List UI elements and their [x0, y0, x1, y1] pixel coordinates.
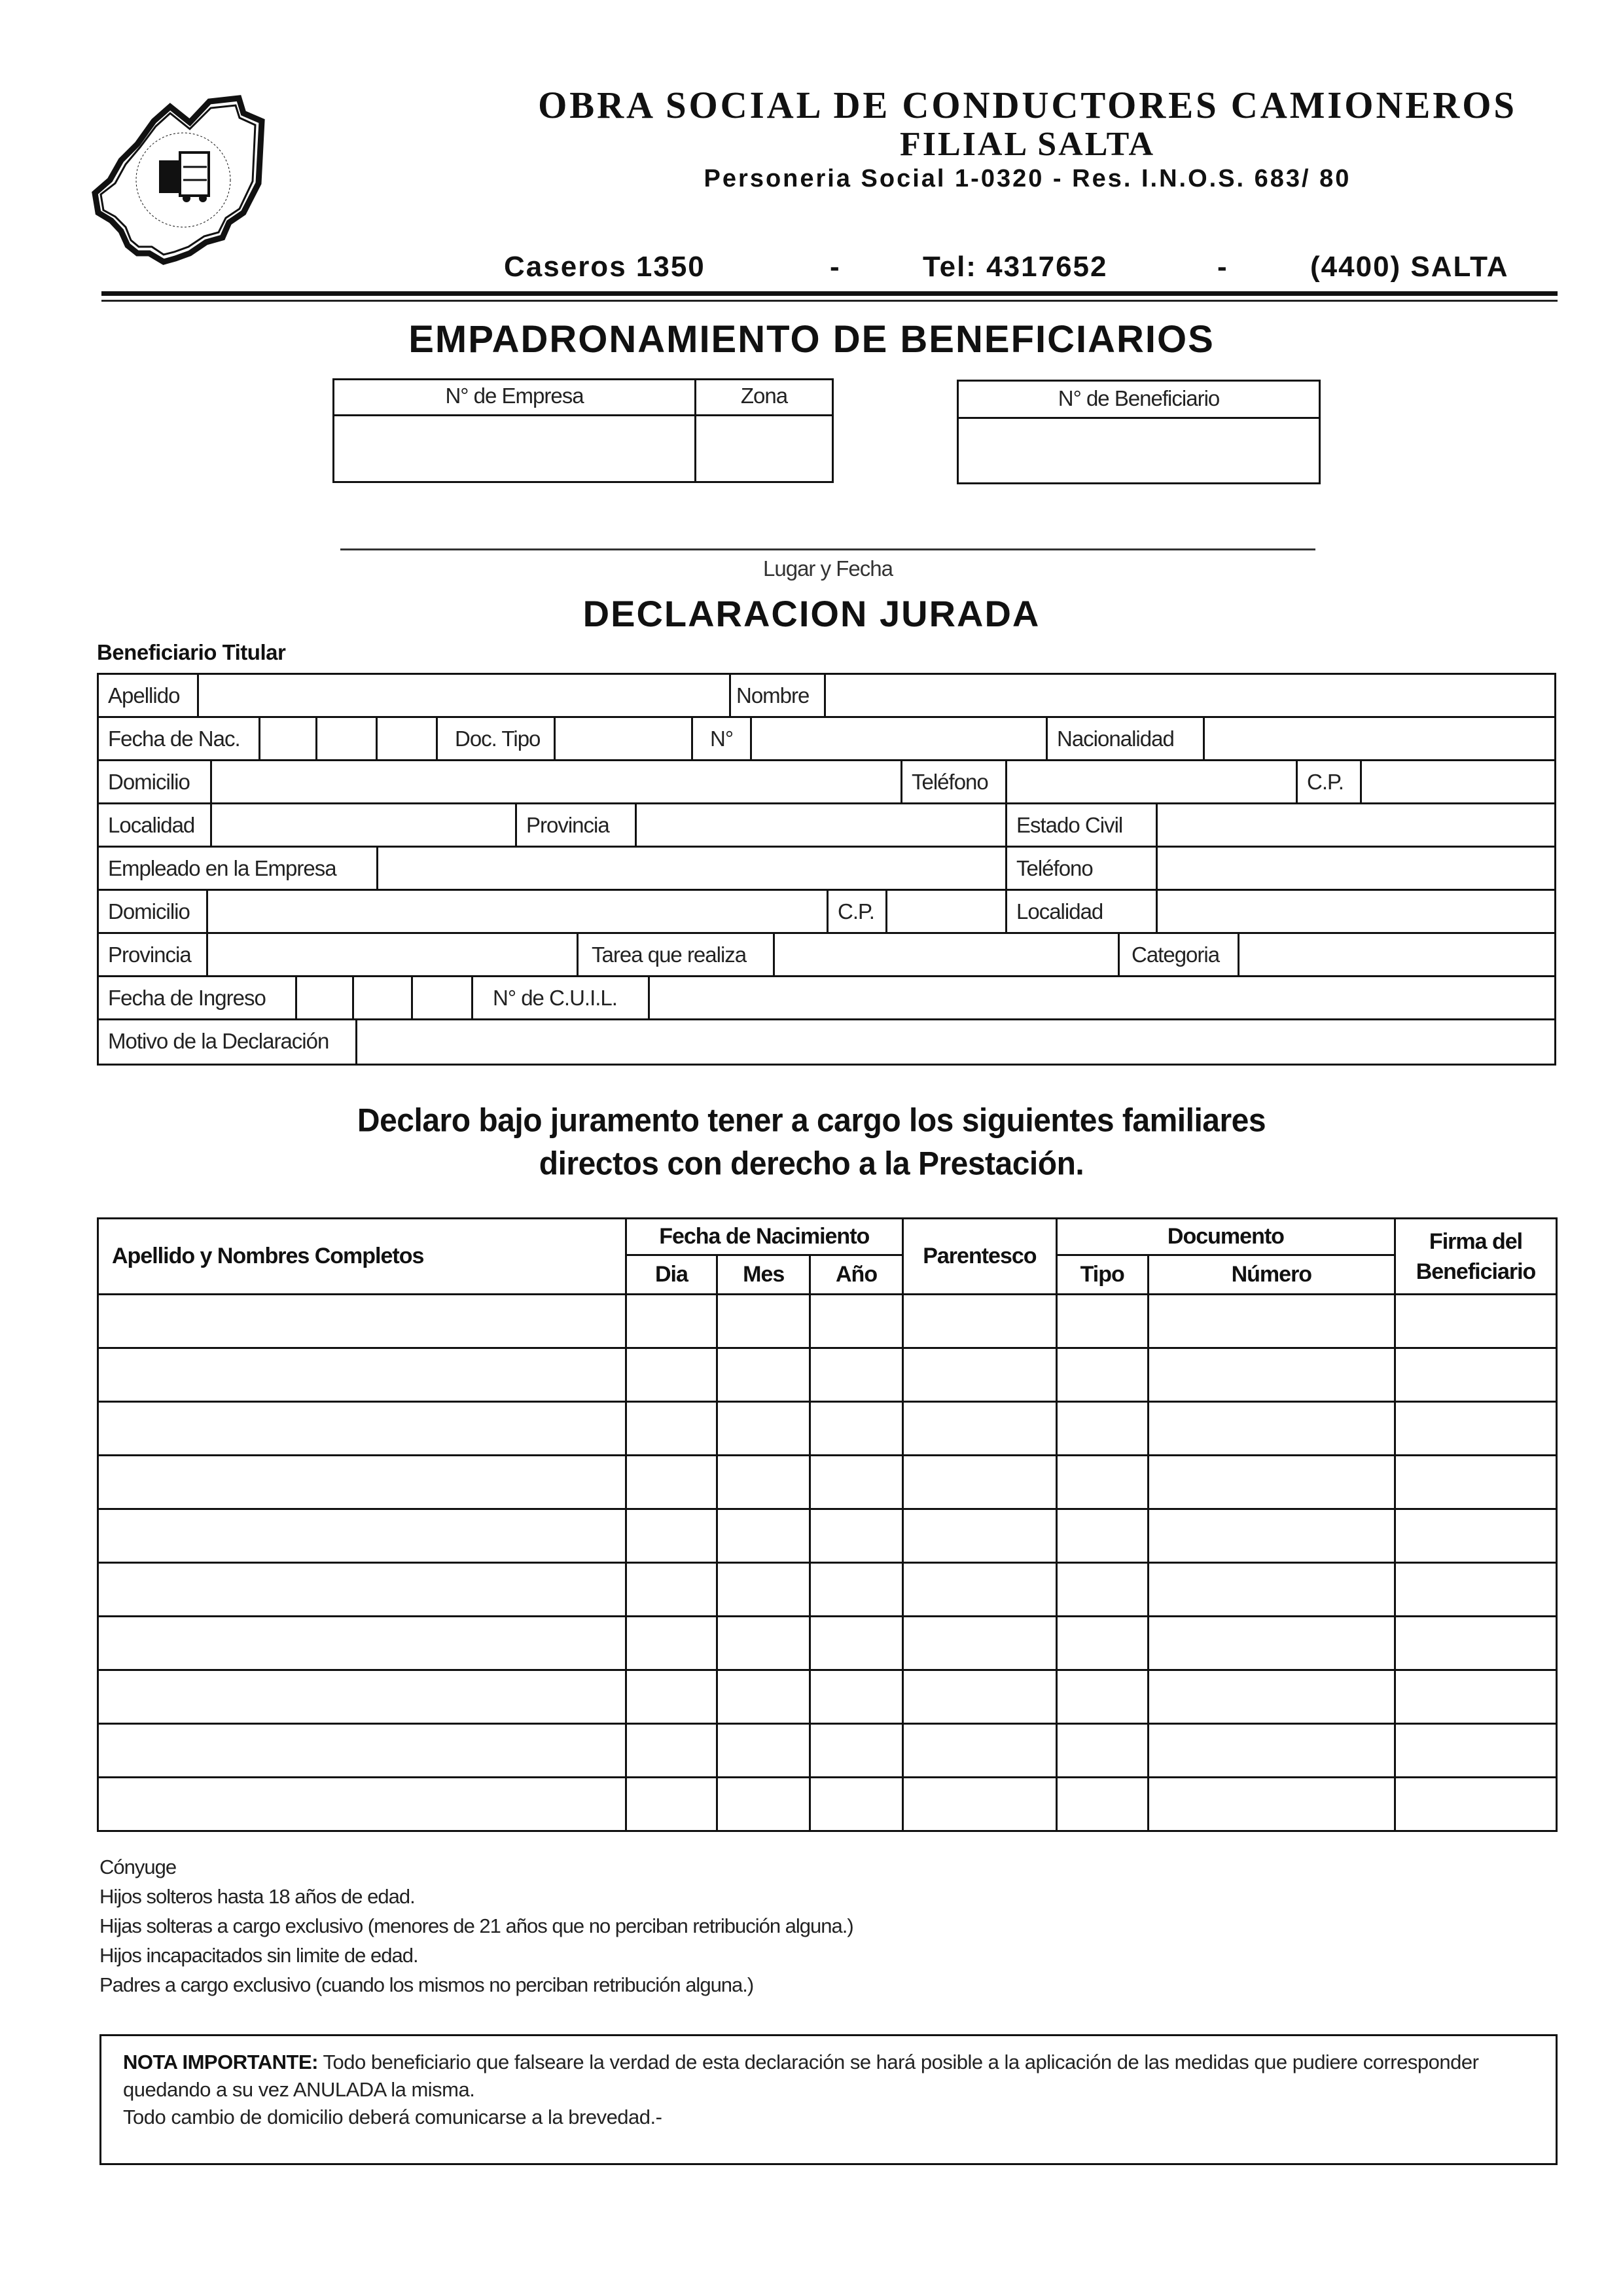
telefono-field[interactable]	[1005, 761, 1296, 802]
box-divider	[959, 417, 1319, 419]
field-label: Tarea que realiza	[577, 934, 773, 975]
family-parentesco-cell[interactable]	[902, 1778, 1056, 1831]
family-anio-cell[interactable]	[810, 1348, 903, 1402]
empresa-label: N° de Empresa	[445, 384, 584, 408]
form-row	[99, 934, 1554, 977]
field-label: Categoria	[1118, 934, 1238, 975]
header-documento: Documento	[1056, 1219, 1395, 1255]
family-doc-tipo-cell[interactable]	[1056, 1348, 1148, 1402]
family-anio-cell[interactable]	[810, 1456, 903, 1509]
table-row	[98, 1348, 1557, 1402]
fecha-ingreso-month-field[interactable]	[352, 977, 411, 1018]
phone: Tel: 4317652	[923, 251, 1108, 283]
family-doc-numero-cell[interactable]	[1148, 1348, 1395, 1402]
field-label: C.P.	[1296, 761, 1360, 802]
organization-branch: FILIAL SALTA	[899, 126, 1156, 163]
family-mes-cell[interactable]	[717, 1778, 810, 1831]
family-dia-cell[interactable]	[626, 1348, 717, 1402]
address: Caseros 1350	[504, 251, 705, 283]
place-date-label: Lugar y Fecha	[763, 556, 893, 581]
family-firma-cell[interactable]	[1395, 1348, 1557, 1402]
field-label: C.P.	[827, 891, 885, 932]
family-doc-tipo-cell[interactable]	[1056, 1563, 1148, 1617]
table-row	[98, 1724, 1557, 1778]
motivo-field[interactable]	[355, 1020, 1554, 1064]
family-members-table	[97, 1217, 1558, 1832]
family-nombres-cell[interactable]	[98, 1402, 626, 1456]
form-row	[99, 1020, 1554, 1064]
family-mes-cell[interactable]	[717, 1295, 810, 1348]
family-parentesco-cell[interactable]	[902, 1295, 1056, 1348]
telefono-empresa-field[interactable]	[1156, 848, 1554, 889]
family-doc-numero-cell[interactable]	[1148, 1402, 1395, 1456]
family-parentesco-cell[interactable]	[902, 1563, 1056, 1617]
table-row	[98, 1778, 1557, 1831]
declaration-title: DECLARACION JURADA	[582, 593, 1041, 634]
fecha-ingreso-year-field[interactable]	[411, 977, 471, 1018]
family-anio-cell[interactable]	[810, 1617, 903, 1670]
field-label: Doc. Tipo	[436, 718, 554, 759]
eligible-relative-item: Cónyuge	[99, 1856, 177, 1878]
field-label: Domicilio	[108, 899, 190, 924]
form-row	[99, 848, 1554, 891]
family-doc-numero-cell[interactable]	[1148, 1617, 1395, 1670]
family-parentesco-cell[interactable]	[902, 1456, 1056, 1509]
field-label: Motivo de la Declaración	[108, 1029, 329, 1053]
header-divider	[101, 300, 1558, 302]
header-parentesco: Parentesco	[902, 1219, 1056, 1295]
domicilio-field[interactable]	[210, 761, 1007, 802]
localidad-field[interactable]	[210, 804, 515, 846]
eligible-relatives-list	[99, 1852, 853, 2000]
family-nombres-cell[interactable]	[98, 1617, 626, 1670]
family-parentesco-cell[interactable]	[902, 1509, 1056, 1563]
important-note	[123, 2049, 1543, 2131]
header-tipo: Tipo	[1056, 1255, 1148, 1295]
eligible-relative-item: Hijos solteros hasta 18 años de edad.	[99, 1885, 415, 1908]
field-label: Apellido	[108, 683, 180, 708]
zona-label: Zona	[740, 384, 788, 408]
field-label: N° de C.U.I.L.	[471, 977, 648, 1018]
form-row	[99, 675, 1554, 718]
family-parentesco-cell[interactable]	[902, 1402, 1056, 1456]
family-dia-cell[interactable]	[626, 1670, 717, 1724]
family-dia-cell[interactable]	[626, 1724, 717, 1778]
empresa-number-field[interactable]	[334, 417, 694, 481]
fecha-ingreso-day-field[interactable]	[295, 977, 352, 1018]
field-label: Teléfono	[1005, 848, 1156, 889]
family-doc-numero-cell[interactable]	[1148, 1509, 1395, 1563]
family-nombres-cell[interactable]	[98, 1295, 626, 1348]
header-numero: Número	[1148, 1255, 1395, 1295]
box-divider	[334, 414, 832, 416]
family-firma-cell[interactable]	[1395, 1670, 1557, 1724]
field-label: Fecha de Ingreso	[108, 986, 266, 1010]
family-doc-tipo-cell[interactable]	[1056, 1778, 1148, 1831]
family-nombres-cell[interactable]	[98, 1509, 626, 1563]
beneficiario-number-field[interactable]	[959, 420, 1319, 482]
table-row	[98, 1456, 1557, 1509]
family-nombres-cell[interactable]	[98, 1563, 626, 1617]
cp-empresa-field[interactable]	[885, 891, 1005, 932]
cuil-field[interactable]	[648, 977, 1554, 1018]
family-dia-cell[interactable]	[626, 1456, 717, 1509]
table-row	[98, 1617, 1557, 1670]
field-label: Provincia	[515, 804, 635, 846]
family-doc-numero-cell[interactable]	[1148, 1563, 1395, 1617]
separator: -	[830, 251, 841, 283]
header-firma-text: Firma del Beneficiario	[1416, 1229, 1536, 1284]
form-row	[99, 804, 1554, 848]
place-date-line	[340, 548, 1315, 550]
family-anio-cell[interactable]	[810, 1670, 903, 1724]
beneficiario-label: N° de Beneficiario	[1058, 386, 1220, 410]
provincia-field[interactable]	[635, 804, 1005, 846]
organization-name: OBRA SOCIAL DE CONDUCTORES CAMIONEROS	[538, 84, 1517, 126]
family-dia-cell[interactable]	[626, 1563, 717, 1617]
table-row	[98, 1563, 1557, 1617]
field-label: Localidad	[1005, 891, 1156, 932]
family-anio-cell[interactable]	[810, 1402, 903, 1456]
zona-field[interactable]	[696, 417, 832, 481]
place-date-field[interactable]	[340, 517, 1315, 547]
family-doc-tipo-cell[interactable]	[1056, 1670, 1148, 1724]
family-dia-cell[interactable]	[626, 1778, 717, 1831]
form-row	[99, 718, 1554, 761]
declaration-line-2: directos con derecho a la Prestación.	[539, 1145, 1084, 1183]
field-label: Nacionalidad	[1046, 718, 1203, 759]
table-row	[98, 1402, 1557, 1456]
table-row	[98, 1295, 1557, 1348]
empresa-empleadora-field[interactable]	[376, 848, 1005, 889]
header-firma	[1395, 1219, 1557, 1295]
section-label-titular: Beneficiario Titular	[97, 640, 286, 664]
fecha-nac-month-field[interactable]	[315, 718, 376, 759]
tarea-field[interactable]	[773, 934, 1118, 975]
localidad-empresa-field[interactable]	[1156, 891, 1554, 932]
beneficiario-box	[957, 380, 1321, 484]
family-anio-cell[interactable]	[810, 1563, 903, 1617]
family-anio-cell[interactable]	[810, 1724, 903, 1778]
eligible-relative-item: Hijos incapacitados sin limite de edad.	[99, 1944, 418, 1967]
family-mes-cell[interactable]	[717, 1563, 810, 1617]
family-doc-numero-cell[interactable]	[1148, 1778, 1395, 1831]
family-mes-cell[interactable]	[717, 1402, 810, 1456]
provincia-empresa-field[interactable]	[206, 934, 577, 975]
header-anio: Año	[810, 1255, 903, 1295]
eligible-relative-item: Padres a cargo exclusivo (cuando los mismos no perciban retribución alguna.)	[99, 1973, 754, 1996]
field-label: Provincia	[108, 942, 191, 967]
family-doc-tipo-cell[interactable]	[1056, 1617, 1148, 1670]
family-dia-cell[interactable]	[626, 1509, 717, 1563]
field-label: Fecha de Nac.	[108, 726, 240, 751]
titular-form	[97, 673, 1556, 1066]
header-fecha-nacimiento: Fecha de Nacimiento	[626, 1219, 902, 1255]
field-label: Nombre	[729, 675, 824, 716]
family-parentesco-cell[interactable]	[902, 1617, 1056, 1670]
family-firma-cell[interactable]	[1395, 1295, 1557, 1348]
fecha-nac-year-field[interactable]	[376, 718, 436, 759]
family-doc-numero-cell[interactable]	[1148, 1670, 1395, 1724]
apellido-field[interactable]	[197, 675, 729, 716]
doc-tipo-field[interactable]	[554, 718, 691, 759]
doc-number-field[interactable]	[750, 718, 1046, 759]
family-nombres-cell[interactable]	[98, 1456, 626, 1509]
family-firma-cell[interactable]	[1395, 1509, 1557, 1563]
header-dia: Dia	[626, 1255, 717, 1295]
family-nombres-cell[interactable]	[98, 1778, 626, 1831]
field-label: Estado Civil	[1005, 804, 1156, 846]
city: (4400) SALTA	[1310, 251, 1509, 283]
family-nombres-cell[interactable]	[98, 1724, 626, 1778]
categoria-field[interactable]	[1238, 934, 1554, 975]
family-doc-numero-cell[interactable]	[1148, 1295, 1395, 1348]
fecha-nac-day-field[interactable]	[259, 718, 315, 759]
field-label: Teléfono	[901, 761, 1005, 802]
field-label: Empleado en la Empresa	[108, 856, 336, 880]
field-label: Localidad	[108, 813, 195, 837]
family-dia-cell[interactable]	[626, 1402, 717, 1456]
nombre-field[interactable]	[824, 675, 1554, 716]
family-doc-tipo-cell[interactable]	[1056, 1724, 1148, 1778]
family-firma-cell[interactable]	[1395, 1724, 1557, 1778]
family-firma-cell[interactable]	[1395, 1563, 1557, 1617]
table-row	[98, 1509, 1557, 1563]
header-nombres: Apellido y Nombres Completos	[98, 1219, 626, 1295]
form-row	[99, 891, 1554, 934]
estado-civil-field[interactable]	[1156, 804, 1554, 846]
family-doc-tipo-cell[interactable]	[1056, 1402, 1148, 1456]
header-divider	[101, 291, 1558, 296]
family-anio-cell[interactable]	[810, 1509, 903, 1563]
important-note-label: NOTA IMPORTANTE:	[123, 2051, 318, 2073]
family-mes-cell[interactable]	[717, 1456, 810, 1509]
separator: -	[1217, 251, 1228, 283]
header-mes: Mes	[717, 1255, 810, 1295]
family-doc-tipo-cell[interactable]	[1056, 1456, 1148, 1509]
important-note-text: Todo beneficiario que falseare la verdad de esta declaración se hará posible a la aplicación de las medidas que pudiere corresponder quedando a su vez ANULADA la misma.	[123, 2051, 1479, 2101]
family-parentesco-cell[interactable]	[902, 1348, 1056, 1402]
nacionalidad-field[interactable]	[1203, 718, 1554, 759]
family-doc-tipo-cell[interactable]	[1056, 1295, 1148, 1348]
family-firma-cell[interactable]	[1395, 1456, 1557, 1509]
family-dia-cell[interactable]	[626, 1295, 717, 1348]
family-mes-cell[interactable]	[717, 1509, 810, 1563]
family-nombres-cell[interactable]	[98, 1670, 626, 1724]
organization-registration: Personeria Social 1-0320 - Res. I.N.O.S. 683/ 80	[704, 165, 1351, 192]
family-firma-cell[interactable]	[1395, 1617, 1557, 1670]
family-parentesco-cell[interactable]	[902, 1724, 1056, 1778]
family-parentesco-cell[interactable]	[902, 1670, 1056, 1724]
family-doc-numero-cell[interactable]	[1148, 1456, 1395, 1509]
cp-field[interactable]	[1360, 761, 1554, 802]
form-title: EMPADRONAMIENTO DE BENEFICIARIOS	[408, 318, 1215, 361]
family-doc-tipo-cell[interactable]	[1056, 1509, 1148, 1563]
family-firma-cell[interactable]	[1395, 1778, 1557, 1831]
family-doc-numero-cell[interactable]	[1148, 1724, 1395, 1778]
family-dia-cell[interactable]	[626, 1617, 717, 1670]
family-nombres-cell[interactable]	[98, 1348, 626, 1402]
family-firma-cell[interactable]	[1395, 1402, 1557, 1456]
family-mes-cell[interactable]	[717, 1348, 810, 1402]
organization-logo-icon	[92, 82, 380, 281]
table-row	[98, 1670, 1557, 1724]
family-mes-cell[interactable]	[717, 1724, 810, 1778]
important-note-address-change: Todo cambio de domicilio deberá comunicarse a la brevedad.-	[123, 2106, 662, 2128]
family-mes-cell[interactable]	[717, 1617, 810, 1670]
field-label: Domicilio	[108, 770, 190, 794]
declaration-line-1: Declaro bajo juramento tener a cargo los siguientes familiares	[357, 1102, 1266, 1139]
family-mes-cell[interactable]	[717, 1670, 810, 1724]
family-anio-cell[interactable]	[810, 1778, 903, 1831]
form-row	[99, 977, 1554, 1020]
form-row	[99, 761, 1554, 804]
family-anio-cell[interactable]	[810, 1295, 903, 1348]
empresa-zona-box	[332, 378, 834, 483]
eligible-relative-item: Hijas solteras a cargo exclusivo (menores de 21 años que no perciban retribución alguna.)	[99, 1914, 853, 1937]
field-label: N°	[691, 718, 750, 759]
